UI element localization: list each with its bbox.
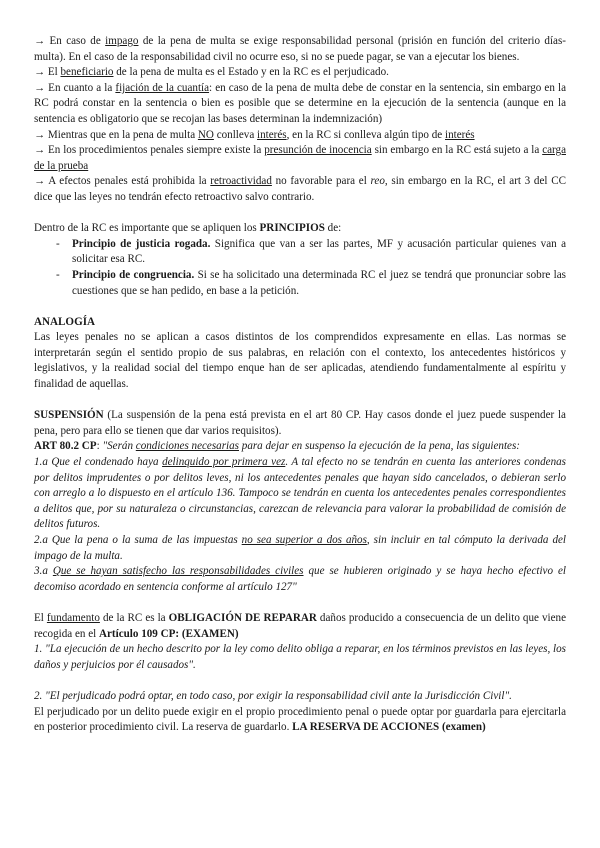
underlined-term: Que se hayan satisfecho las responsabilidades civiles [52,565,304,578]
suspension-paragraph [34,408,566,439]
text: : en caso de la pena de multa debe de constar en la sentencia, sin embargo en la RC podrá constar en la sentencia o bien es posible que se determine en la ejecución de la sentencia (aunque en la sentencia es obligatorio que se recojan las bases determinan la indemnización) [34,81,566,125]
bold-term: PRINCIPIOS [259,222,325,235]
text: El perjudicado por un delito puede exigir en el propio procedimiento penal o puede optar por guardarla para ejercitarla en posterior procedimiento civil. La reserva de guardarlo. [34,705,566,734]
underlined-term: beneficiario [60,66,114,79]
arrow-paragraph-cuantia [34,81,566,128]
arrow-paragraph-impago [34,34,566,65]
underlined-term: interés [257,128,287,141]
text: "Serán [102,440,136,453]
fundamento-paragraph [34,611,566,642]
arrow-paragraph-presuncion [34,143,566,174]
text: : [96,440,103,453]
underlined-term: fijación de la cuantía [115,81,210,94]
underlined-term: impago [105,35,139,47]
text: → El [34,66,61,79]
underlined-term: NO [197,128,214,141]
text: de la RC es la [99,611,169,624]
text: → Mientras que en la pena de multa [34,128,198,141]
condicion-1 [34,455,566,533]
text: 2.a Que la pena o la suma de las impuestas [34,534,242,546]
text: → A efectos penales está prohibida la [34,175,211,188]
underlined-term: fundamento [46,611,100,624]
text: → En cuanto a la [34,81,116,94]
underlined-term: no sea superior a dos años [241,534,367,546]
article-label: ART 80.2 CP [34,440,97,453]
reserva-paragraph [34,705,566,736]
principios-list [34,237,566,299]
suspension-heading: SUSPENSIÓN [34,409,104,422]
underlined-term: delinquido por primera vez [162,456,286,469]
text: , sin embargo en la RC, el art 3 del CC dice que las leyes no tendrán efecto retroactivo salvo contrario. [34,175,566,203]
art-80-2-paragraph [34,439,566,455]
principios-intro [34,221,566,237]
underlined-term: retroactividad [210,175,272,188]
underlined-term: condiciones necesarias [135,440,239,453]
analogia-heading: ANALOGÍA [34,315,96,328]
list-item-text: Si se ha solicitado una determinada RC el juez se tendrá que pronunciar sobre las cuestiones que se han pedido, en base a la petición. [72,268,566,297]
list-item [34,268,566,299]
underlined-term: carga de la prueba [34,144,566,172]
list-item-title: Principio de congruencia. [72,268,195,281]
list-item-title: Principio de justicia rogada. [72,237,211,250]
art-109-quote-1: 1. "La ejecución de un hecho descrito por la ley como delito obliga a reparar, en los términos previstos en las leyes, los daños y perjuicios por él causados". [34,643,566,671]
condicion-2 [34,533,566,564]
text: que se hubieren originado y se haya hecho efectivo el decomiso acordado en sentencia conforme al artículo 127" [34,565,566,593]
text: conlleva [213,128,258,141]
text: para dejar en suspenso la ejecución de la pena, las siguientes: [239,440,520,453]
text: no favorable para el [271,175,371,188]
text: → En los procedimientos penales siempre existe la [34,144,265,157]
text: daños producido a consecuencia de un delito que viene recogida en el [34,611,566,640]
text: 1.a Que el condenado haya [34,456,163,469]
bold-term: LA RESERVA DE ACCIONES (examen) [292,721,486,734]
text: de la pena de multa es el Estado y en la RC es el perjudicado. [113,66,389,79]
condicion-3 [34,564,566,595]
list-item-text: Significa que van a ser las partes, MF y acusación particular quienes van a solicitar esa RC. [72,237,566,266]
underlined-term: presunción de inocencia [264,144,372,157]
italic-term: reo [370,175,385,188]
underlined-term: interés [445,128,475,141]
text: Dentro de la RC es importante que se apliquen los [34,222,260,235]
text: , en la RC si conlleva algún tipo de [286,128,445,141]
arrow-paragraph-beneficiario [34,65,566,81]
bold-term: OBLIGACIÓN DE REPARAR [168,611,317,624]
art-109-quote-2: 2. "El perjudicado podrá optar, en todo caso, por exigir la responsabilidad civil ante la Jurisdicción Civil". [34,689,512,702]
text: El [34,611,47,624]
text: 3.a [34,565,53,578]
text: sin embargo en la RC está sujeto a la [371,144,543,157]
bold-term: Artículo 109 CP: (EXAMEN) [99,627,239,640]
text: (La suspensión de la pena está prevista en el art 80 CP. Hay casos donde el juez puede suspender la pena, pero para ello se tienen que dar varios requisitos). [34,409,566,437]
list-item [34,237,566,268]
analogia-text: Las leyes penales no se aplican a casos distintos de los comprendidos expresamente en ellas. Las normas se interpretarán según el sentido propio de sus palabras, en relación con el contexto, los antecedentes históricos y legislativos, y la realidad social del tiempo enque han de ser aplicadas, atendiendo fundamentalmente al espíritu y finalidad de aquellas. [34,331,566,391]
text: → En caso de [34,35,106,47]
text: de: [324,222,342,235]
arrow-paragraph-interes [34,128,566,144]
text: . A tal efecto no se tendrán en cuenta las anteriores condenas por delitos imprudentes o por delitos leves, ni los antecedentes penales que hayan sido cancelados, o debieran serlo con arreglo a lo dispuesto en el artículo 136. Tampoco se tendrán en cuenta los antecedentes penales correspondientes a delitos que, por su naturaleza o circunstancias, carezcan de relevancia para valorar la probabilidad de comisión de delitos futuros. [34,456,566,531]
text: de la pena de multa se exige responsabilidad personal (prisión en función del criterio días-multa). En el caso de la responsabilidad civil no ocurre eso, si no se puede pagar, se van a ejecutar los bienes. [34,35,566,63]
arrow-paragraph-retroactividad [34,174,566,205]
text: , sin incluir en tal cómputo la derivada del impago de la multa. [34,534,567,562]
